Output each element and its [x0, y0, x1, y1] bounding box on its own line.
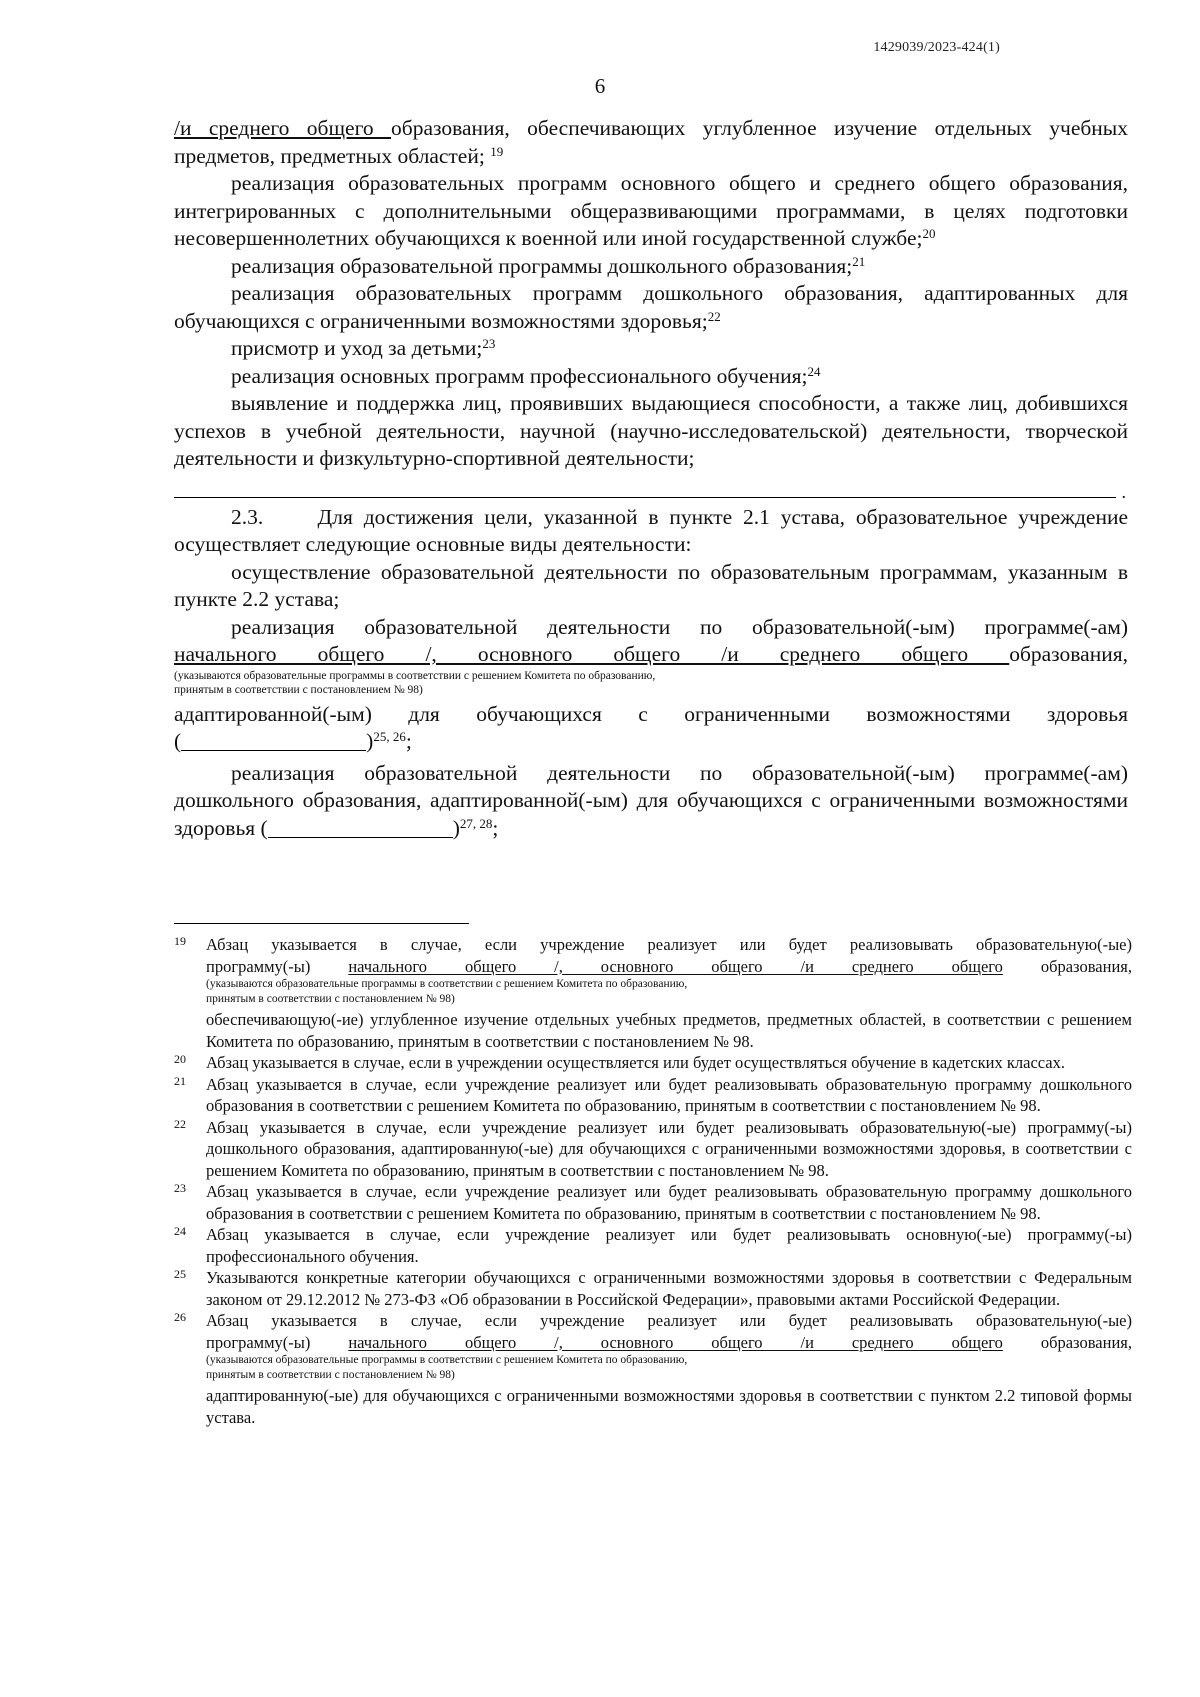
footnote-ref: 25, 26 [373, 729, 406, 744]
paragraph: /и среднего общего образования, обеспечивающих углубленное изучение отдельных учебных предметов, предметных областей; $^{19}$ [174, 116, 1129, 168]
underlined-placeholder: начального общего /, основного общего /и среднего общего [348, 1332, 1003, 1352]
footnote-19: 19 Абзац указывается в случае, если учреждение реализует или будет реализовывать образовательную(-ые) программу(-ы) начального общего /, основного общего /и среднего общего образования, (указываются образовательные программы в соответствии с решением Комитета по образованию, принятым в соответствии с постановлением № 98) обеспечивающую(-ие) углубленное изучение отдельных учебных предметов, предметных областей, в соответствии с решением Комитета по образованию, принятым в соответствии с постановлением № 98. [174, 934, 1132, 1052]
footnotes [174, 934, 1132, 1428]
paragraph: реализация образовательной программы дошкольного образования;$^{21}$ [231, 253, 866, 278]
footnote-number: 22 [174, 1116, 186, 1131]
footnote-ref: 20 [922, 226, 936, 241]
paragraph: реализация основных программ профессионального обучения;$^{24}$ [231, 363, 821, 388]
caption: (указываются образовательные программы в соответствии с решением Комитета по образованию, [206, 1354, 688, 1366]
paragraph: реализация образовательных программ основного общего и среднего общего образования, интегрированных с дополнительными общеразвивающими программами, в целях подготовки несовершеннолетних обучающихся к военной или иной государственной службе;$^{20}$ [174, 171, 1128, 250]
document-body [174, 115, 1128, 842]
footnote-number: 20 [174, 1052, 186, 1066]
footnote-21: 21 Абзац указывается в случае, если учреждение реализует или будет реализовывать образовательную программу дошкольного образования в соответствии с решением Комитета по образованию, принятым в соответствии с постановлением № 98. [174, 1074, 1132, 1117]
footnote-number: 26 [174, 1310, 186, 1324]
blank-fill-line [174, 475, 1116, 498]
clause-number: 2.3. [231, 504, 264, 529]
paragraph: реализация образовательной деятельности по образовательной(-ым) программе(-ам) [231, 614, 1128, 639]
paragraph: присмотр и уход за детьми;$^{23}$ [231, 336, 496, 360]
footnote-24: 24 Абзац указывается в случае, если учреждение реализует или будет реализовывать основную(-ые) программу(-ы) профессионального обучения. [174, 1224, 1132, 1267]
footnote-20: 20 Абзац указывается в случае, если в учреждении осуществляется или будет осуществляться обучение в кадетских классах. [174, 1052, 1132, 1074]
caption: (указываются образовательные программы в соответствии с решением Комитета по образованию, [174, 669, 656, 682]
paragraph: адаптированной(-ым) для обучающихся с ограниченными возможностями здоровья [174, 701, 1128, 726]
footnote-22: 22 Абзац указывается в случае, если учреждение реализует или будет реализовывать образовательную(-ые) программу(-ы) дошкольного образования, адаптированную(-ые) для обучающихся с ограниченными возможностями здоровья, в соответствии с решением Комитета по образованию, принятым в соответствии с постановлением № 98. [174, 1117, 1132, 1182]
footnote-ref: 24 [807, 363, 821, 379]
footnote-number: 23 [174, 1181, 186, 1195]
footnote-ref: 19 [490, 143, 504, 159]
footnote-number: 19 [174, 934, 186, 948]
page-number: 6 [594, 74, 606, 98]
footnote-26: 26 Абзац указывается в случае, если учреждение реализует или будет реализовывать образовательную(-ые) программу(-ы) начального общего /, основного общего /и среднего общего образования, (указываются образовательные программы в соответствии с решением Комитета по образованию, принятым в соответствии с постановлением № 98) адаптированную(-ые) для обучающихся с ограниченными возможностями здоровья в соответствии с пунктом 2.2 типовой формы устава. [174, 1310, 1132, 1428]
paragraph-2-3: 2.3. Для достижения цели, указанной в пункте 2.1 устава, образовательное учреждение осуществляет следующие основные виды деятельности: [174, 504, 1129, 556]
footnote-number: 25 [174, 1267, 186, 1281]
footnote-separator [174, 923, 469, 924]
footnote-number: 21 [174, 1073, 186, 1088]
footnote-number: 24 [174, 1224, 186, 1238]
paragraph: выявление и поддержка лиц, проявивших выдающиеся способности, а также лиц, добившихся успехов в учебной деятельности, научной (научно-исследовательской) деятельности, творческой деятельности и физкультурно-спортивной деятельности; [174, 391, 1128, 470]
footnote-ref: 23 [482, 336, 496, 351]
caption: принятым в соответствии с постановлением № 98) [174, 683, 423, 696]
caption: принятым в соответствии с постановлением № 98) [206, 992, 455, 1005]
paragraph: реализация образовательной деятельности по образовательной(-ым) программе(-ам) дошкольного образования, адаптированной(-ым) для обучающихся с ограниченными возможностями здоровья ( )$^{27, 28}$; [174, 760, 1128, 840]
footnote-ref: 21 [852, 253, 866, 269]
footnote-ref: 22 [707, 308, 721, 324]
underlined-placeholder: /и среднего общего [174, 116, 392, 140]
program-line: начального общего /, основного общего /и среднего общего образования, [174, 642, 1128, 666]
paragraph: осуществление образовательной деятельности по образовательным программам, указанным в пункте 2.2 устава; [174, 559, 1128, 611]
blank-field [181, 732, 366, 751]
blank-field-line: ( )$^{25, 26}$; [174, 729, 412, 753]
footnote-ref: 27, 28 [459, 815, 493, 831]
caption: принятым в соответствии с постановлением № 98) [206, 1368, 455, 1381]
blank-field [268, 819, 453, 838]
document-number: 1429039/2023-424(1) [873, 40, 1000, 55]
underlined-placeholder: начального общего /, основного общего /и среднего общего [174, 642, 1010, 666]
paragraph: реализация образовательных программ дошкольного образования, адаптированных для обучающихся с ограниченными возможностями здоровья;$^{22}$ [174, 281, 1128, 333]
underlined-placeholder: начального общего /, основного общего /и среднего общего [348, 956, 1003, 976]
caption: (указываются образовательные программы в соответствии с решением Комитета по образованию, [206, 978, 688, 990]
footnote-23: 23 Абзац указывается в случае, если учреждение реализует или будет реализовывать образовательную программу дошкольного образования в соответствии с решением Комитета по образованию, принятым в соответствии с постановлением № 98. [174, 1181, 1132, 1224]
footnote-25: 25 Указываются конкретные категории обучающихся с ограниченными возможностями здоровья в соответствии с Федеральным законом от 29.12.2012 № 273-ФЗ «Об образовании в Российской Федерации», правовыми актами Российской Федерации. [174, 1267, 1132, 1310]
